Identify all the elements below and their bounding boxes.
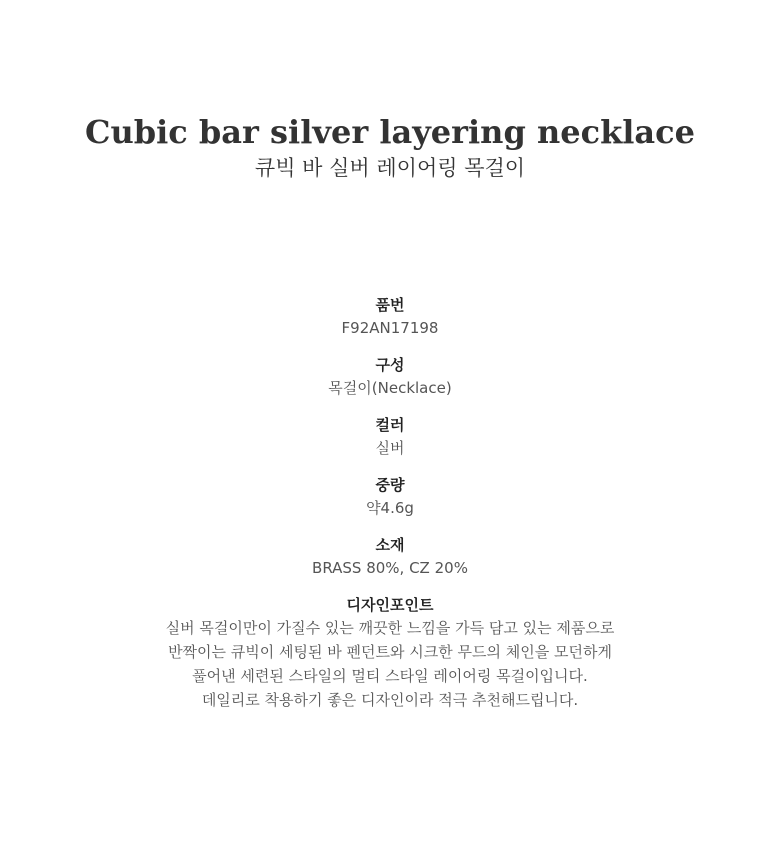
spec-label: 중량 [375,476,405,494]
spec-item-material [0,534,780,594]
spec-item-weight [0,474,780,534]
design-point-label: 디자인포인트 [346,596,434,614]
design-point-description [0,616,780,712]
spec-label: 품번 [375,296,405,314]
spec-value: 목걸이(Necklace) [328,379,452,397]
product-spec-list [0,294,780,712]
product-title-english: Cubic bar silver layering necklace [85,113,695,151]
design-point-line: 데일리로 착용하기 좋은 디자인이라 적극 추천해드립니다. [201,691,579,709]
spec-label: 소재 [375,536,405,554]
design-point-line: 풀어낸 세련된 스타일의 멀티 스타일 레이어링 목걸이입니다. [192,667,588,685]
spec-value: F92AN17198 [341,319,439,337]
product-title-korean: 큐빅 바 실버 레이어링 목걸이 [254,156,526,180]
spec-value: 약4.6g [366,499,414,517]
spec-item-product-code [0,294,780,354]
spec-label: 구성 [375,356,405,374]
spec-value: 실버 [375,439,405,457]
spec-item-composition [0,354,780,414]
spec-value: BRASS 80%, CZ 20% [312,559,468,577]
design-point-line: 실버 목걸이만이 가질수 있는 깨끗한 느낌을 가득 담고 있는 제품으로 [165,619,615,637]
spec-item-color [0,414,780,474]
design-point-section [0,594,780,712]
design-point-line: 반짝이는 큐빅이 세팅된 바 펜던트와 시크한 무드의 체인을 모던하게 [168,643,612,661]
spec-label: 컬러 [375,416,405,434]
